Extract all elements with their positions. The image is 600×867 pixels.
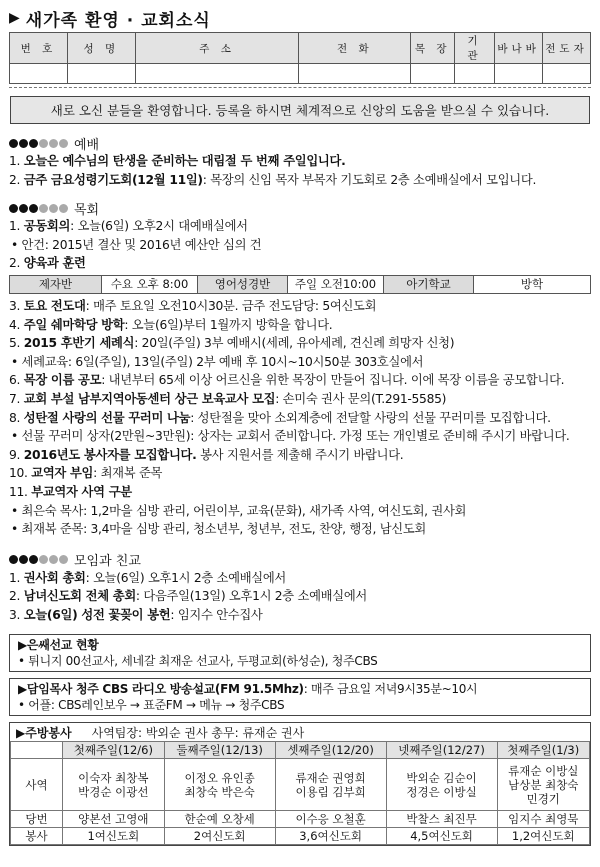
ministry-item: 10. 교역자 부임: 최재복 준목 xyxy=(9,466,163,481)
ministry-item: 8. 성탄절 사랑의 선물 꾸러미 나눔: 성탄절을 맞아 소외계층에 전달할 사랑의 선물 꾸러미를 모집합니다. xyxy=(9,410,551,425)
welcome-banner: 새로 오신 분들을 환영합니다. 등록을 하시면 체계적으로 신앙의 도움을 받으실 수 있습니다. xyxy=(10,96,590,124)
service-cell: 1,2여신도회 xyxy=(497,828,589,845)
worship-item: 2. 금주 금요성령기도회(12월 11일): 목장의 신임 목자 부목자 기도회로 2층 소예배실에서 모입니다. xyxy=(9,172,537,187)
ministry-cell: 류재순 이방실 남상분 최창숙 민경기 xyxy=(497,759,589,811)
training-cell: 수요 오후 8:00 xyxy=(102,275,198,293)
ministry-subitem: • 세례교육: 6일(주일), 13일(주일) 2부 예배 후 10시~10시50분 303호실에서 xyxy=(11,354,424,369)
ministry-subitem: • 안건: 2015년 결산 및 2016년 예산안 심의 건 xyxy=(11,237,262,252)
ministry-item: 7. 교회 부설 남부지역아동센터 상근 보육교사 모집: 손미숙 권사 문의(T.291-5585) xyxy=(9,391,447,406)
duty-cell: 임지수 최영묵 xyxy=(497,811,589,828)
duty-cell: 박찰스 최진무 xyxy=(386,811,497,828)
training-cell: 영어성경반 xyxy=(198,275,288,293)
ministry-item: 3. 토요 전도대: 매주 토요일 오전10시30분. 금주 전도담당: 5여신도회 xyxy=(9,298,377,313)
broadcast-box xyxy=(9,678,591,716)
missionary-box xyxy=(9,634,591,672)
ministry-cell: 박외순 김순이 정경은 이방실 xyxy=(386,759,497,811)
service-cell: 1여신도회 xyxy=(63,828,165,845)
week-header: 둘째주일(12/13) xyxy=(164,742,275,759)
col-organization: 기 관 xyxy=(455,33,495,64)
dots-icon xyxy=(9,139,69,148)
fellowship-item: 2. 남녀신도회 전체 총회: 다음주일(13일) 오후1시 2층 소예배실에서 xyxy=(9,589,367,604)
dots-icon xyxy=(9,555,69,564)
training-cell: 아기학교 xyxy=(384,275,474,293)
col-address: 주 소 xyxy=(135,33,299,64)
ministry-cell: 이정오 유인종 최창숙 박은숙 xyxy=(164,759,275,811)
training-cell: 방학 xyxy=(474,275,591,293)
kitchen-title: ▶주방봉사 xyxy=(16,725,72,740)
fellowship-item: 3. 오늘(6일) 성전 꽃꽂이 봉헌: 임지수 안수집사 xyxy=(9,607,263,622)
section-ministry-label: 목회 xyxy=(74,202,100,218)
section-worship-label: 예배 xyxy=(74,137,100,153)
section-fellowship-header xyxy=(9,551,591,569)
col-phone: 전 화 xyxy=(299,33,411,64)
page-title: 새가족 환영 · 교회소식 xyxy=(25,10,211,31)
col-group: 목 장 xyxy=(411,33,455,64)
fellowship-item: 1. 권사회 총회: 오늘(6일) 오후1시 2층 소예배실에서 xyxy=(9,570,287,585)
section-fellowship-label: 모임과 친교 xyxy=(74,554,141,570)
section-worship-header xyxy=(9,134,591,152)
row-label-service: 봉사 xyxy=(11,828,63,845)
ministry-subitem: • 최재복 준목: 3,4마을 심방 관리, 청소년부, 청년부, 전도, 찬양, 행정, 남신도회 xyxy=(11,522,427,537)
broadcast-time: : 매주 금요일 저녁9시35분~10시 xyxy=(303,682,478,697)
col-barnabas: 바나바 xyxy=(495,33,543,64)
service-cell: 2여신도회 xyxy=(164,828,275,845)
dots-icon xyxy=(9,204,69,213)
training-cell: 주일 오전10:00 xyxy=(288,275,384,293)
week-header: 첫째주일(1/3) xyxy=(497,742,589,759)
col-name: 성 명 xyxy=(67,33,135,64)
dashed-divider xyxy=(9,87,591,88)
service-cell: 4,5여신도회 xyxy=(386,828,497,845)
service-cell: 3,6여신도회 xyxy=(275,828,386,845)
worship-item: 1. 오늘은 예수님의 탄생을 준비하는 대림절 두 번째 주일입니다. xyxy=(9,154,346,168)
col-number: 번 호 xyxy=(10,33,68,64)
duty-cell: 한순예 오창세 xyxy=(164,811,275,828)
ministry-item: 11. 부교역자 사역 구분 xyxy=(9,484,132,499)
week-header: 넷째주일(12/27) xyxy=(386,742,497,759)
ministry-item: 1. 공동회의: 오늘(6일) 오후2시 대예배실에서 xyxy=(9,219,248,234)
triangle-icon: ▶ xyxy=(9,10,20,26)
title-row xyxy=(9,6,591,30)
missionary-title: ▶은쌔선교 현황 xyxy=(18,638,99,653)
kitchen-leaders: 사역팀장: 박외순 권사 총무: 류재순 권사 xyxy=(91,725,305,740)
ministry-items xyxy=(9,297,591,539)
week-header: 첫째주일(12/6) xyxy=(63,742,165,759)
ministry-item: 6. 목장 이름 공모: 내년부터 65세 이상 어르신을 위한 목장이 만들어 집니다. 이에 목장 이름을 공모합니다. xyxy=(9,373,565,388)
ministry-subitem: • 최은숙 목사: 1,2마을 심방 관리, 어린이부, 교육(문화), 새가족 사역, 여신도회, 권사회 xyxy=(11,503,467,518)
section-ministry-header xyxy=(9,199,591,217)
ministry-subitem: • 선물 꾸러미 상자(2만원~3만원): 상자는 교회서 준비합니다. 가정 또는 개인별로 준비해 주시기 바랍니다. xyxy=(11,429,570,444)
broadcast-body: • 어플: CBS레인보우 → 표준FM → 메뉴 → 청주CBS xyxy=(18,698,285,713)
ministry-item: 4. 주일 쉐마학당 방학: 오늘(6일)부터 1월까지 방학을 합니다. xyxy=(9,317,333,332)
kitchen-table xyxy=(10,741,590,845)
ministry-item: 5. 2015 후반기 세례식: 20일(주일) 3부 예배시(세례, 유아세례, 견신례 희망자 신청) xyxy=(9,336,455,351)
duty-cell: 양본선 고영애 xyxy=(63,811,165,828)
registration-row xyxy=(10,64,591,84)
duty-cell: 이수응 오철훈 xyxy=(275,811,386,828)
training-cell: 제자반 xyxy=(10,275,102,293)
col-evangelist: 전도자 xyxy=(543,33,591,64)
missionary-body: • 튀니지 00선교사, 세네갈 최재운 선교사, 두평교회(하성순), 청주CBS xyxy=(18,654,378,669)
kitchen-service-box xyxy=(9,722,591,846)
ministry-item: 9. 2016년도 봉사자를 모집합니다. 봉사 지원서를 제출해 주시기 바랍니다. xyxy=(9,447,404,462)
week-header: 셋째주일(12/20) xyxy=(275,742,386,759)
training-table xyxy=(9,275,591,294)
ministry-cell: 류재순 권영희 이용림 김부희 xyxy=(275,759,386,811)
ministry-item: 2. 양육과 훈련 xyxy=(9,256,86,271)
registration-table xyxy=(9,32,591,84)
broadcast-title: ▶담임목사 청주 CBS 라디오 방송설교(FM 91.5Mhz) xyxy=(18,682,304,697)
row-label-ministry: 사역 xyxy=(11,759,63,811)
row-label-duty: 당번 xyxy=(11,811,63,828)
ministry-cell: 이숙자 최창복 박경순 이광선 xyxy=(63,759,165,811)
registration-header-row xyxy=(10,33,591,64)
